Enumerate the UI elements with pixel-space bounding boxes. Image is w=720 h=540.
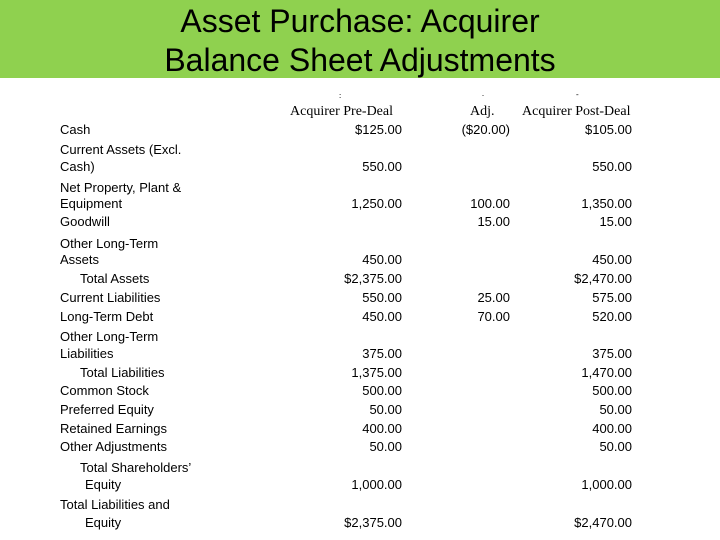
value-total-liabilities-equity-post: $2,470.00 — [574, 515, 632, 530]
label-total-liabilities-equity-line-1: Total Liabilities and — [60, 497, 170, 512]
column-mark-post: - — [576, 90, 579, 99]
column-mark-pre: : — [339, 91, 342, 100]
value-goodwill-adj: 15.00 — [477, 214, 510, 229]
value-ppe-pre: 1,250.00 — [351, 196, 402, 211]
value-current-assets-pre: 550.00 — [362, 159, 402, 174]
value-total-liabilities-post: 1,470.00 — [581, 365, 632, 380]
label-total-liabilities: Total Liabilities — [80, 365, 165, 380]
label-other-lt-liabilities-line-2: Liabilities — [60, 346, 114, 361]
label-ppe-line-2: Equipment — [60, 196, 123, 211]
value-retained-earnings-pre: 400.00 — [362, 421, 402, 436]
label-current-liabilities: Current Liabilities — [60, 290, 161, 305]
label-common-stock: Common Stock — [60, 383, 149, 398]
value-other-adjustments-post: 50.00 — [599, 439, 632, 454]
label-current-assets-line-1: Current Assets (Excl. — [60, 142, 182, 157]
value-preferred-equity-post: 50.00 — [599, 402, 632, 417]
value-other-lt-liabilities-post: 375.00 — [592, 346, 632, 361]
slide-title-line-1: Asset Purchase: Acquirer — [180, 3, 540, 39]
value-other-adjustments-pre: 50.00 — [369, 439, 402, 454]
value-current-assets-post: 550.00 — [592, 159, 632, 174]
value-total-shareholders-equity-post: 1,000.00 — [581, 477, 632, 492]
value-cash-pre: $125.00 — [355, 122, 402, 137]
value-total-assets-post: $2,470.00 — [574, 271, 632, 286]
value-lt-debt-pre: 450.00 — [362, 309, 402, 324]
value-total-liabilities-pre: 1,375.00 — [351, 365, 402, 380]
label-other-lt-assets-line-1: Other Long-Term — [60, 236, 159, 251]
value-other-lt-assets-post: 450.00 — [592, 252, 632, 267]
value-other-lt-assets-pre: 450.00 — [362, 252, 402, 267]
label-total-shareholders-equity-line-1: Total Shareholders’ — [80, 460, 192, 475]
label-other-adjustments: Other Adjustments — [60, 439, 167, 454]
value-common-stock-post: 500.00 — [592, 383, 632, 398]
value-retained-earnings-post: 400.00 — [592, 421, 632, 436]
label-cash: Cash — [60, 122, 91, 137]
label-retained-earnings: Retained Earnings — [60, 421, 167, 436]
column-mark-adj: . — [482, 89, 484, 98]
label-total-shareholders-equity-line-2: Equity — [85, 477, 122, 492]
value-total-shareholders-equity-pre: 1,000.00 — [351, 477, 402, 492]
value-current-liabilities-pre: 550.00 — [362, 290, 402, 305]
label-other-lt-liabilities-line-1: Other Long-Term — [60, 329, 159, 344]
value-total-assets-pre: $2,375.00 — [344, 271, 402, 286]
slide-title-line-2: Balance Sheet Adjustments — [164, 42, 556, 78]
value-ppe-adj: 100.00 — [470, 196, 510, 211]
label-other-lt-assets-line-2: Assets — [60, 252, 100, 267]
label-total-assets: Total Assets — [80, 271, 150, 286]
value-cash-adj: ($20.00) — [461, 122, 510, 137]
column-header-adjustment: Adj. — [470, 104, 495, 119]
label-lt-debt: Long-Term Debt — [60, 309, 154, 324]
value-current-liabilities-adj: 25.00 — [477, 290, 510, 305]
value-ppe-post: 1,350.00 — [581, 196, 632, 211]
column-header-post-deal: Acquirer Post-Deal — [522, 104, 631, 119]
value-lt-debt-adj: 70.00 — [477, 309, 510, 324]
label-ppe-line-1: Net Property, Plant & — [60, 180, 182, 195]
label-total-liabilities-equity-line-2: Equity — [85, 515, 122, 530]
value-other-lt-liabilities-pre: 375.00 — [362, 346, 402, 361]
label-preferred-equity: Preferred Equity — [60, 402, 154, 417]
value-preferred-equity-pre: 50.00 — [369, 402, 402, 417]
value-current-liabilities-post: 575.00 — [592, 290, 632, 305]
column-header-pre-deal: Acquirer Pre-Deal — [290, 104, 394, 119]
label-goodwill: Goodwill — [60, 214, 110, 229]
value-lt-debt-post: 520.00 — [592, 309, 632, 324]
value-goodwill-post: 15.00 — [599, 214, 632, 229]
value-cash-post: $105.00 — [585, 122, 632, 137]
value-total-liabilities-equity-pre: $2,375.00 — [344, 515, 402, 530]
label-current-assets-line-2: Cash) — [60, 159, 95, 174]
value-common-stock-pre: 500.00 — [362, 383, 402, 398]
